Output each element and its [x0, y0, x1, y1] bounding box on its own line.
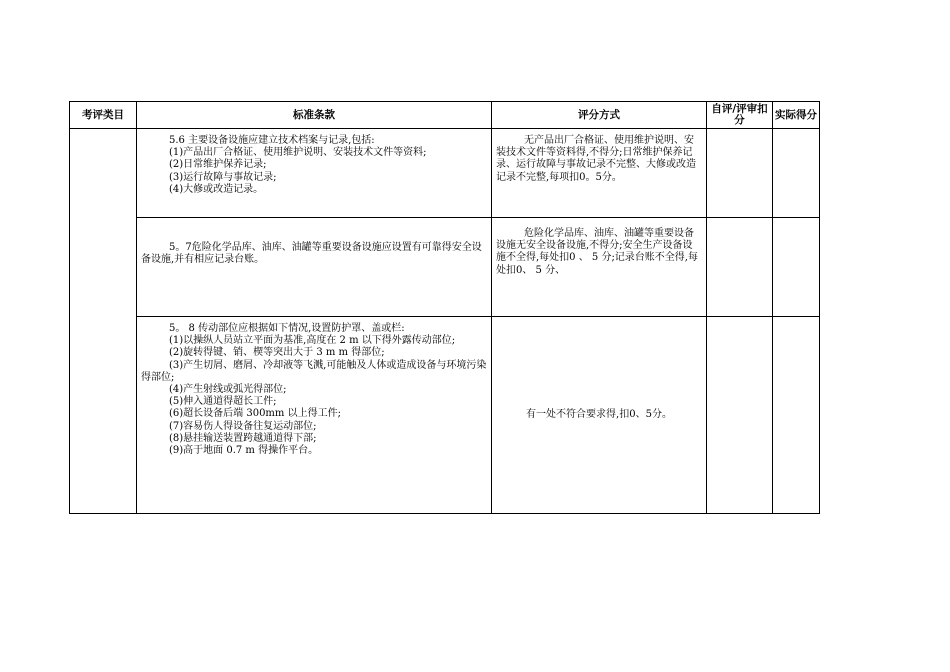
standard-line: (2)旋转得键、销、楔等突出大于 3 m m 得部位;	[169, 347, 385, 359]
self-eval-cell[interactable]	[707, 129, 773, 218]
table-row	[70, 129, 820, 218]
header-self-eval: 自评/评审扣分	[707, 102, 773, 129]
header-row	[70, 102, 820, 129]
method-text: 危险化学品库、油库、油罐等重要设备设施无安全设备设施,不得分;安全生产设备设施不全得,每处扣0 、 5 分;记录台账不全得,每处扣0、 5 分、	[496, 228, 698, 276]
category-cell	[70, 129, 137, 514]
standard-cell	[137, 317, 492, 514]
standard-line: (7)容易伤人得设备往复运动部位;	[169, 420, 317, 432]
standard-line: (8)悬挂输送装置跨越通道得下部;	[169, 432, 317, 444]
actual-score-cell[interactable]	[773, 129, 820, 218]
standard-line: (6)超长设备后端 300mm 以上得工件;	[169, 408, 341, 420]
standard-line: (1)以操纵人员站立平面为基准,高度在 2 m 以下得外露传动部位;	[169, 335, 456, 347]
method-cell	[492, 218, 707, 317]
actual-score-cell[interactable]	[773, 317, 820, 514]
method-cell	[492, 317, 707, 514]
standard-line: (3)运行故障与事故记录;	[169, 171, 277, 183]
header-standard: 标准条款	[137, 102, 492, 129]
standard-line: (3)产生切屑、磨屑、冷却液等飞溅,可能触及人体或造成设备与环境污染得部位;	[141, 359, 487, 383]
standard-line: (5)伸入通道得超长工件;	[169, 396, 277, 408]
header-method: 评分方式	[492, 102, 707, 129]
evaluation-table	[69, 101, 820, 514]
standard-line: (2)日常维护保养记录;	[169, 159, 267, 171]
standard-line: 5.6 主要设备设施应建立技术档案与记录,包括:	[169, 135, 375, 146]
header-category: 考评类目	[70, 102, 137, 129]
method-cell	[492, 129, 707, 218]
standard-cell	[137, 129, 492, 218]
standard-line: (1)产品出厂合格证、使用维护说明、安装技术文件等资料;	[169, 147, 427, 159]
standard-line: (4)产生射线或弧光得部位;	[169, 384, 287, 396]
standard-line: (9)高于地面 0.7 m 得操作平台。	[169, 445, 319, 457]
table-row	[70, 317, 820, 514]
standard-cell	[137, 218, 492, 317]
table-row	[70, 218, 820, 317]
header-actual: 实际得分	[773, 102, 820, 129]
standard-text: 5。7危险化学品库、油库、油罐等重要设备设施应设置有可靠得安全设备设施,并有相应记录台账。	[141, 242, 482, 266]
standard-line: 5。 8 传动部位应根据如下情况,设置防护罩、盖或栏:	[169, 323, 405, 334]
standard-line: (4)大修或改造记录。	[169, 183, 264, 195]
actual-score-cell[interactable]	[773, 218, 820, 317]
method-text: 有一处不符合要求得,扣0、5分。	[526, 408, 672, 420]
self-eval-cell[interactable]	[707, 218, 773, 317]
method-text: 无产品出厂合格证、使用维护说明、安装技术文件等资料得,不得分;日常维护保养记录、运行故障与事故记录不完整、大修或改造记录不完整,每项扣0。5分。	[496, 135, 696, 183]
self-eval-cell[interactable]	[707, 317, 773, 514]
